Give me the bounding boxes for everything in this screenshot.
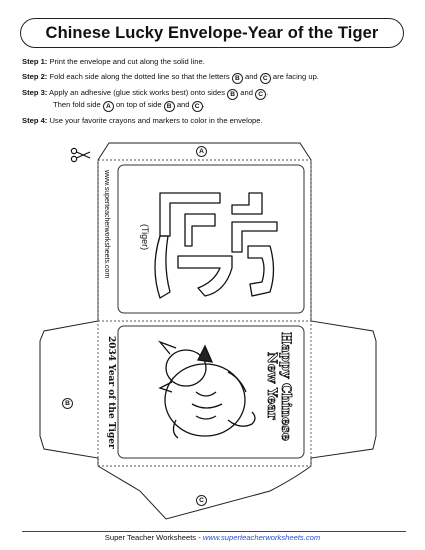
letter-c-badge: C <box>260 73 271 84</box>
letter-b-badge: B <box>164 101 175 112</box>
footer-separator: - <box>196 533 203 542</box>
step-text: . <box>266 87 269 97</box>
letter-b-badge: B <box>227 89 238 100</box>
step-text: are facing up. <box>272 71 319 81</box>
letter-b-badge: B <box>232 73 243 84</box>
footer <box>0 533 425 542</box>
step-text: Print the envelope and cut along the solid line. <box>49 57 205 66</box>
step-label: Step 1: <box>22 57 48 66</box>
greeting-line-1: Happy Chinese <box>278 332 293 442</box>
flap-letter-b: B <box>62 398 73 409</box>
scissors-icon <box>71 148 90 161</box>
tiger-character-drawing <box>155 193 277 298</box>
letter-c-badge: C <box>255 89 266 100</box>
footer-divider <box>22 531 406 532</box>
tiger-cartoon <box>160 342 255 438</box>
envelope-cut-line <box>40 143 376 519</box>
step-text: Use your favorite crayons and markers to color in the envelope. <box>49 115 263 125</box>
website-vertical: www.superteacherworksheets.com <box>103 170 110 279</box>
step-label: Step 3: <box>22 87 48 97</box>
step-text: and <box>244 71 258 81</box>
greeting-line-2: New Year <box>264 352 279 420</box>
worksheet-title: Chinese Lucky Envelope-Year of the Tiger <box>20 18 404 48</box>
letter-c-badge: C <box>192 101 203 112</box>
letter-a-badge: A <box>103 101 114 112</box>
step-text: and <box>240 87 253 97</box>
footer-brand: Super Teacher Worksheets <box>104 533 197 542</box>
flap-letter-a: A <box>196 146 207 157</box>
step-text: and <box>176 99 190 109</box>
footer-url-link[interactable]: www.superteacherworksheets.com <box>202 533 321 542</box>
step-text: Apply an adhesive (glue stick works best) onto sides <box>49 87 226 97</box>
step-text: Fold each side along the dotted line so that the letters <box>49 71 230 81</box>
flap-letter-c: C <box>196 495 207 506</box>
step-label: Step 4: <box>22 115 48 125</box>
year-caption: 2034 Year of the Tiger <box>106 336 116 449</box>
step-text: . <box>202 99 205 109</box>
step-text: on top of side <box>115 99 162 109</box>
character-caption: (Tiger) <box>140 224 150 251</box>
step-text: Then fold side <box>53 99 101 109</box>
step-label: Step 2: <box>22 71 48 81</box>
